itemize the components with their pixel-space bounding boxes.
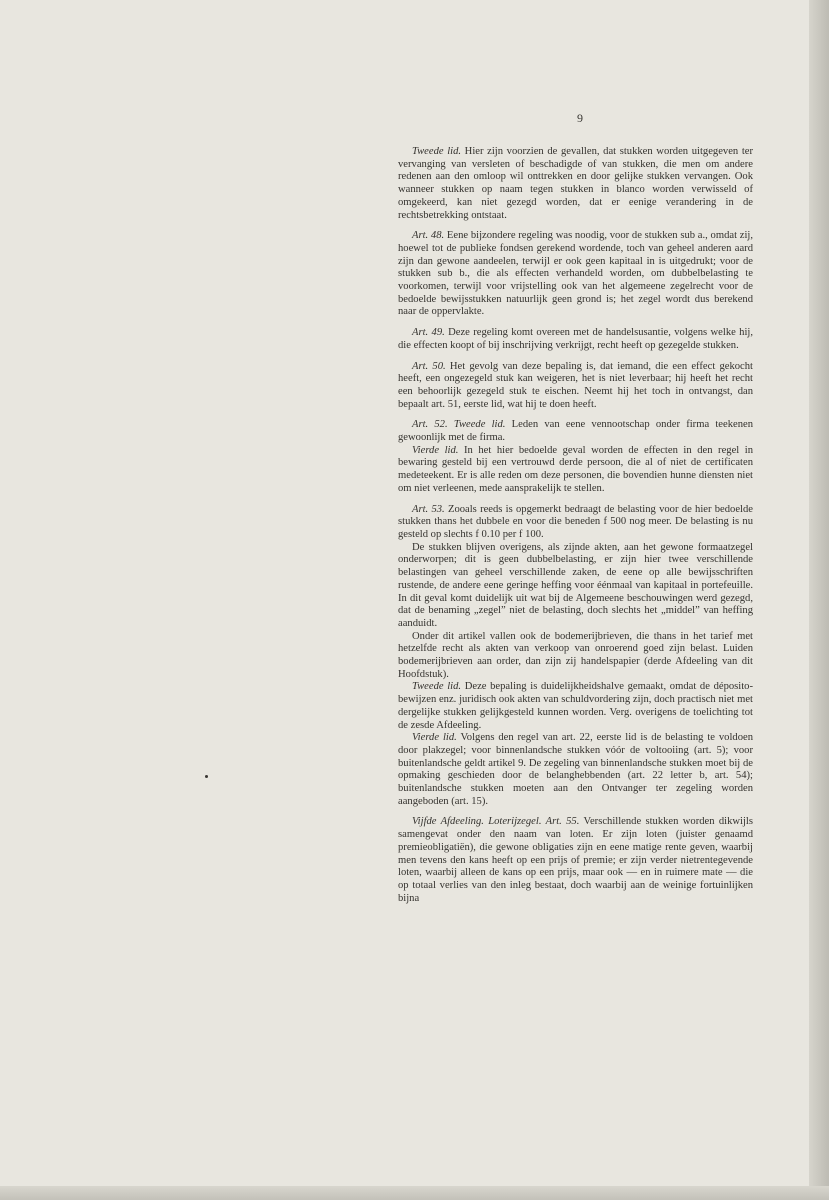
paragraph-lead: Art. 50.: [412, 360, 446, 372]
paragraph-text: Deze bepaling is duidelijkheidshalve gemaakt, omdat de déposito-bewijzen enz. juridisch ook akten van schuldvordering zijn, doch practisch niet met dergelijke stukken gelijkgesteld kunnen worden. Verg. overigens de toelichting tot de zesde Afdeeling.: [398, 681, 753, 731]
paragraph-lead: Vierde lid.: [412, 444, 459, 456]
paragraph: [398, 327, 753, 352]
paragraph: [398, 146, 753, 222]
paragraph-text: In het hier bedoelde geval worden de effecten in den regel in bewaring gesteld bij een vertrouwd derde persoon, die al of niet de certificaten medeteekent. Er is alle reden om deze personen, die bovendien hunne diensten niet om niet verleenen, mede aansprakelijk te stellen.: [398, 444, 753, 494]
paragraph-text: Verschillende stukken worden dikwijls samengevat onder den naam van loten. Er zijn loten (juister genaamd premieobligatiën), die gewone obligaties zijn en eene matige rente geven, waarbij men tevens den kans heeft op een prijs of premie; er zijn verder nietrentegevende loten, waarbij alleen de kans op een prijs, maar ook — en in ruimere mate — die op totaal verlies van den inleg bestaat, doch waarbij aan de weinige fortuinlijken bijna: [398, 816, 753, 904]
paragraph: [398, 542, 753, 631]
paragraph: [398, 631, 753, 682]
text-column: [398, 146, 753, 905]
paragraph-text: Zooals reeds is opgemerkt bedraagt de belasting voor de hier bedoelde stukken thans het dubbele en voor die beneden f 500 nog meer. De belasting is nu gesteld op slechts f 0.10 per f 100.: [398, 503, 754, 540]
paragraph-lead: Art. 48.: [412, 230, 445, 242]
paragraph: [398, 445, 753, 496]
paragraph: [398, 816, 753, 905]
paragraph-lead: Art. 49.: [412, 327, 445, 339]
paragraph: [398, 361, 753, 412]
paragraph-text: Leden van eene vennootschap onder firma teekenen gewoonlijk met de firma.: [398, 419, 753, 444]
page-edge-bottom: [0, 1186, 829, 1200]
paragraph-lead: Vijfde Afdeeling. Loterijzegel. Art. 55.: [412, 816, 580, 828]
paragraph: [398, 732, 753, 808]
paragraph-lead: Vierde lid.: [412, 732, 457, 744]
paragraph-text: Het gevolg van deze bepaling is, dat iemand, die een effect gekocht heeft, een ongezegeld stuk kan weigeren, het is niet leverbaar; hij heeft het recht een behoorlijk gezegeld stuk te eischen. Neemt hij het toch in ontvangst, dan bepaalt art. 51, eerste lid, wat hij te doen heeft.: [398, 360, 753, 410]
paragraph: [398, 419, 753, 444]
paragraph-lead: Tweede lid.: [412, 681, 462, 693]
paragraph-text: Onder dit artikel vallen ook de bodemerijbrieven, die thans in het tarief met hetzelfde recht als akten van verkoop van onroerend goed zijn belast. Luiden bodemerijbrieven aan order, dan zijn zij handelspapier (derde Afdeeling van dit Hoofdstuk).: [398, 630, 753, 680]
paragraph-text: Deze regeling komt overeen met de handelsusantie, volgens welke hij, die effecten koopt of bij inschrijving verkrijgt, recht heeft op gezegelde stukken.: [398, 327, 754, 351]
paragraph-text: De stukken blijven overigens, als zijnde akten, aan het gewone formaatzegel onderworpen; dit is geen dubbelbelasting, er zijn hier twee verschillende belastingen van geheel verschillende zaken, de eene op alle bewijsschriften rustende, de andere eene geringe heffing voor éénmaal van kapitaal in portefeuille. In dit geval komt duidelijk uit wat bij de Algemeene beschouwingen werd gezegd, dat de benaming „zegel” niet de belasting, doch slechts het „middel” van heffing aanduidt.: [398, 541, 753, 629]
paragraph-lead: Art. 53.: [412, 503, 445, 515]
paragraph: [398, 681, 753, 732]
paragraph-lead: Tweede lid.: [412, 146, 462, 157]
paragraph: [398, 504, 753, 542]
paragraph: [398, 230, 753, 319]
paragraph-text: Hier zijn voorzien de gevallen, dat stukken worden uitgegeven ter vervanging van versleten of beschadigde of van stukken, die men om andere redenen aan den omloop wil onttrekken en door gelijke stukken vervangen. Ook wanneer stukken op naam tegen stukken in blanco worden verwisseld of omgekeerd, kan niet gezegd worden, dat er eenige verandering in de rechtsbetrekking ontstaat.: [398, 146, 753, 221]
page-edge-right: [809, 0, 829, 1200]
paragraph-text: Eene bijzondere regeling was noodig, voor de stukken sub a., omdat zij, hoewel tot de publieke fondsen gerekend wordende, toch van geheel anderen aard zijn dan gewone aandeelen, terwijl er ook geen kapitaal in is uitgedrukt; voor de stukken sub b., die als effecten verhandeld worden, om dubbelbelasting te voorkomen, terwijl voor vrijstelling ook van het algemeene zegelrecht voor de bedoelde bewijsstukken natuurlijk geen grond is; het zegel wordt dus berekend naar de oppervlakte.: [398, 230, 753, 318]
paragraph-lead: Art. 52. Tweede lid.: [412, 419, 506, 431]
paragraph-text: Volgens den regel van art. 22, eerste lid is de belasting te voldoen door plakzegel; voor binnenlandsche stukken vóór de voltooiing (art. 5); voor buitenlandsche geldt artikel 9. De zegeling van binnenlandsche stukken moet bij de opmaking geschieden door de belanghebbenden (art. 22 letter b, art. 54); buitenlandsche stukken moeten aan den Ontvanger ter zegeling worden aangeboden (art. 15).: [398, 732, 753, 807]
page-number: 9: [577, 111, 583, 125]
ink-dot-mark: [205, 775, 208, 778]
